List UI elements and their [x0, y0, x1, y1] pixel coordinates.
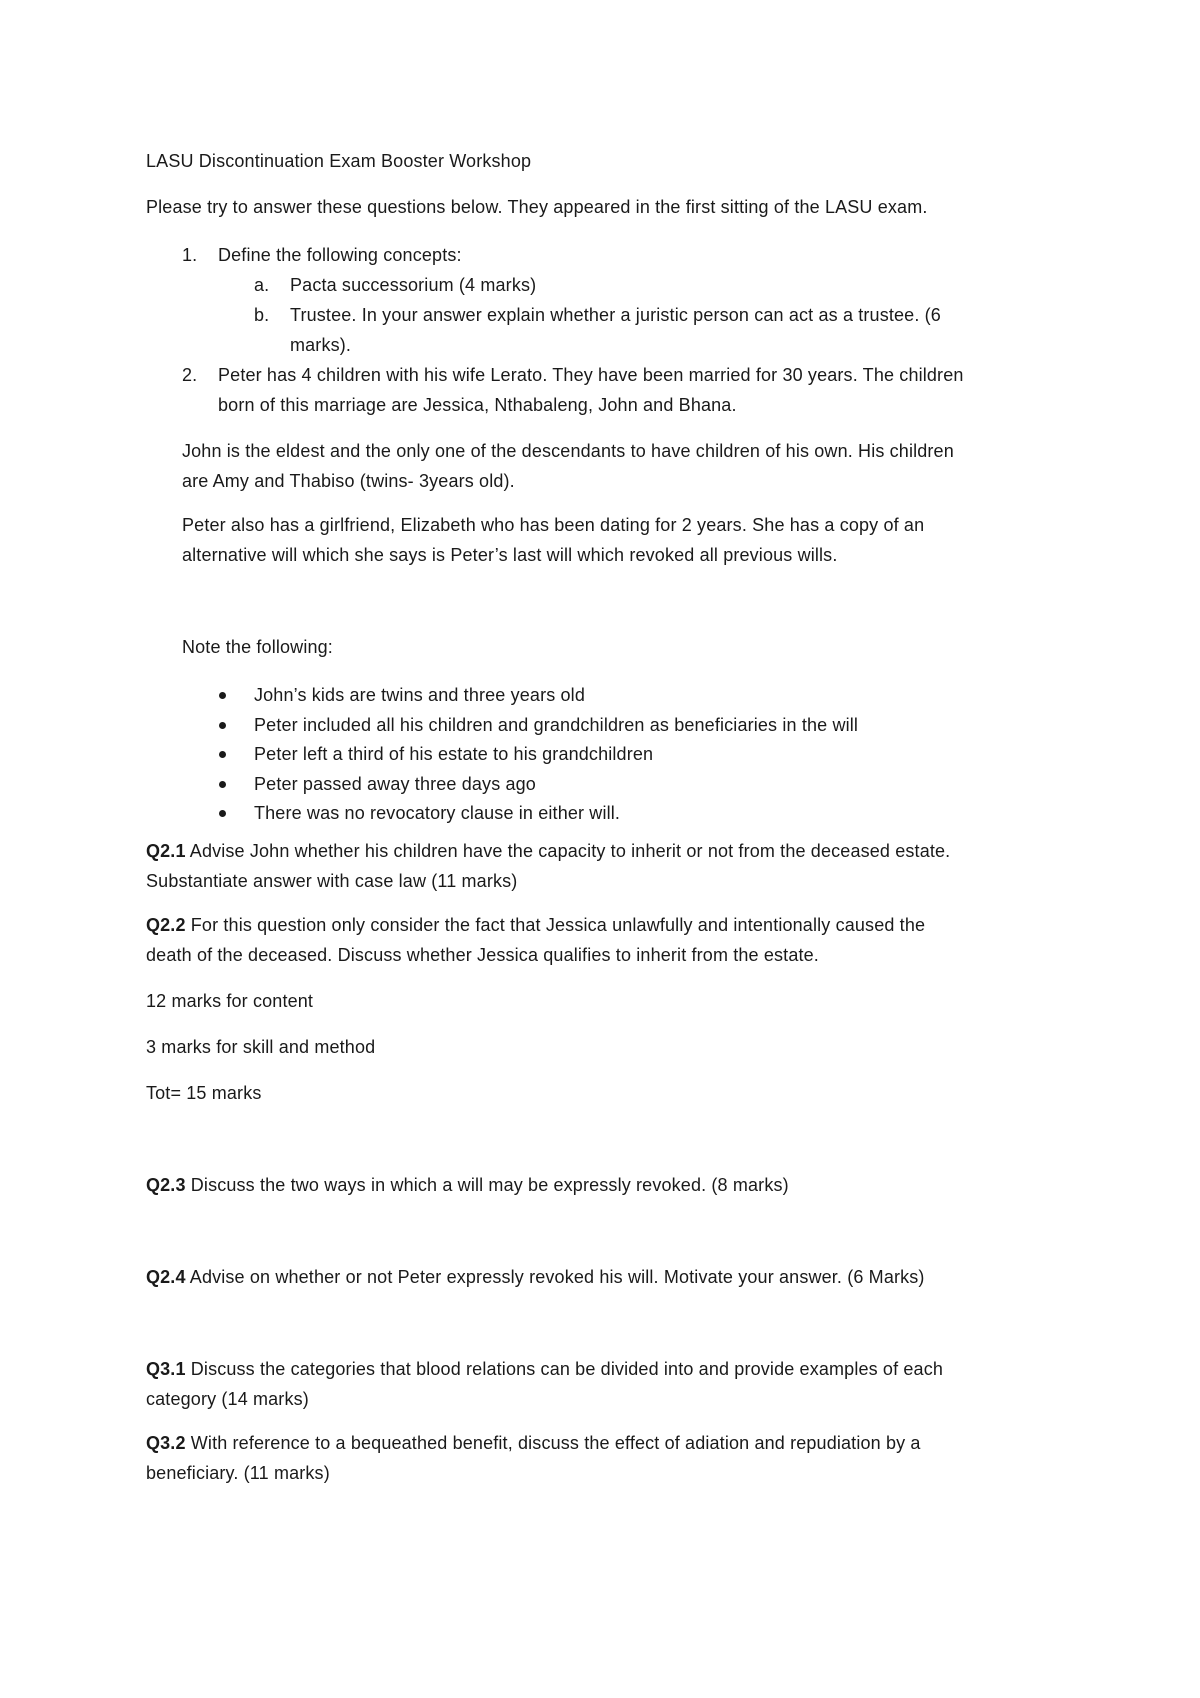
- q3-2-text: With reference to a bequeathed benefit, discuss the effect of adiation and repudiation by a: [185, 1433, 921, 1453]
- q2-4-text: Advise on whether or not Peter expressly revoked his will. Motivate your answer. (6 Marks): [185, 1267, 925, 1287]
- q3-2-line-2: beneficiary. (11 marks): [146, 1463, 330, 1483]
- peter-paragraph-line-2: alternative will which she says is Peter’s last will which revoked all previous wills.: [182, 545, 838, 565]
- note-item: There was no revocatory clause in either will.: [254, 803, 621, 823]
- q3-1-line-1: [146, 1358, 943, 1380]
- bullet-icon: [219, 692, 226, 699]
- q2-1-line-1: [146, 840, 950, 862]
- q3-2-label: Q3.2: [146, 1433, 186, 1453]
- q2-1-line-2: Substantiate answer with case law (11 marks): [146, 871, 518, 891]
- note-item: Peter included all his children and grandchildren as beneficiaries in the will: [254, 715, 859, 735]
- q3-1-label: Q3.1: [146, 1359, 186, 1379]
- marks-skill: 3 marks for skill and method: [146, 1037, 376, 1057]
- john-paragraph-line-1: John is the eldest and the only one of the descendants to have children of his own. His children: [182, 441, 954, 461]
- q2-number: 2.: [182, 365, 198, 385]
- q2-3-text: Discuss the two ways in which a will may be expressly revoked. (8 marks): [185, 1175, 789, 1195]
- q1b-text-line-2: marks).: [290, 335, 352, 355]
- q1b-marker: b.: [254, 305, 270, 325]
- note-item: John’s kids are twins and three years old: [254, 685, 585, 705]
- q1b-text-line-1: Trustee. In your answer explain whether a juristic person can act as a trustee. (6: [290, 305, 941, 325]
- q2-4-line: [146, 1266, 925, 1288]
- q2-2-label: Q2.2: [146, 915, 186, 935]
- marks-total: Tot= 15 marks: [146, 1083, 262, 1103]
- q1-number: 1.: [182, 245, 198, 265]
- q3-1-text: Discuss the categories that blood relations can be divided into and provide examples of each: [185, 1359, 944, 1379]
- q2-1-text: Advise John whether his children have the capacity to inherit or not from the deceased estate.: [185, 841, 951, 861]
- q2-text-line-2: born of this marriage are Jessica, Nthabaleng, John and Bhana.: [218, 395, 737, 415]
- q2-text-line-1: Peter has 4 children with his wife Lerato. They have been married for 30 years. The children: [218, 365, 964, 385]
- note-item: Peter left a third of his estate to his grandchildren: [254, 744, 654, 764]
- note-item: Peter passed away three days ago: [254, 774, 536, 794]
- q2-2-line-2: death of the deceased. Discuss whether Jessica qualifies to inherit from the estate.: [146, 945, 819, 965]
- q1a-text: Pacta successorium (4 marks): [290, 275, 537, 295]
- q2-3-label: Q2.3: [146, 1175, 186, 1195]
- peter-paragraph-line-1: Peter also has a girlfriend, Elizabeth who has been dating for 2 years. She has a copy of an: [182, 515, 925, 535]
- q1a-marker: a.: [254, 275, 270, 295]
- bullet-icon: [219, 781, 226, 788]
- marks-content: 12 marks for content: [146, 991, 314, 1011]
- q2-3-line: [146, 1174, 789, 1196]
- intro-text: Please try to answer these questions below. They appeared in the first sitting of the LASU exam.: [146, 197, 928, 217]
- q2-4-label: Q2.4: [146, 1267, 186, 1287]
- note-heading: Note the following:: [182, 637, 333, 657]
- q2-2-line-1: [146, 914, 925, 936]
- q3-1-line-2: category (14 marks): [146, 1389, 309, 1409]
- document-title: LASU Discontinuation Exam Booster Workshop: [146, 151, 532, 171]
- john-paragraph-line-2: are Amy and Thabiso (twins- 3years old).: [182, 471, 515, 491]
- q2-2-text: For this question only consider the fact that Jessica unlawfully and intentionally caused the: [185, 915, 926, 935]
- q1-text: Define the following concepts:: [218, 245, 462, 265]
- q3-2-line-1: [146, 1432, 921, 1454]
- q2-1-label: Q2.1: [146, 841, 186, 861]
- bullet-icon: [219, 810, 226, 817]
- bullet-icon: [219, 722, 226, 729]
- bullet-icon: [219, 751, 226, 758]
